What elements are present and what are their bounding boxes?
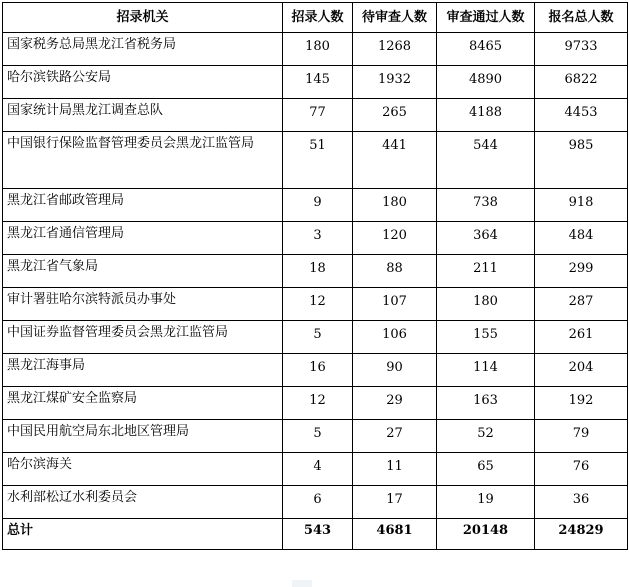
header-row (3, 3, 628, 33)
pending-count: 265 (353, 99, 437, 132)
pending-count: 90 (353, 354, 437, 387)
pending-count: 107 (353, 288, 437, 321)
recruit-count: 5 (283, 321, 353, 354)
total-count: 36 (535, 486, 628, 519)
agency-name: 黑龙江省通信管理局 (3, 222, 283, 255)
approved-count: 364 (437, 222, 535, 255)
pending-count: 1932 (353, 66, 437, 99)
recruit-count: 12 (283, 288, 353, 321)
pending-count: 120 (353, 222, 437, 255)
table-row (3, 288, 628, 321)
total-approved-count: 20148 (437, 519, 535, 550)
agency-name: 国家统计局黑龙江调查总队 (3, 99, 283, 132)
recruit-count: 5 (283, 420, 353, 453)
table-row (3, 99, 628, 132)
table-row (3, 255, 628, 288)
pending-count: 180 (353, 189, 437, 222)
table-row (3, 189, 628, 222)
table-row (3, 132, 628, 189)
pending-count: 29 (353, 387, 437, 420)
recruit-count: 9 (283, 189, 353, 222)
approved-count: 163 (437, 387, 535, 420)
total-count: 204 (535, 354, 628, 387)
table-row (3, 321, 628, 354)
approved-count: 4188 (437, 99, 535, 132)
approved-count: 738 (437, 189, 535, 222)
recruit-count: 18 (283, 255, 353, 288)
pending-count: 88 (353, 255, 437, 288)
total-count: 4453 (535, 99, 628, 132)
agency-name: 中国民用航空局东北地区管理局 (3, 420, 283, 453)
table-row (3, 387, 628, 420)
total-count: 9733 (535, 33, 628, 66)
agency-name: 哈尔滨海关 (3, 453, 283, 486)
agency-name: 中国银行保险监督管理委员会黑龙江监管局 (3, 132, 283, 189)
agency-name: 国家税务总局黑龙江省税务局 (3, 33, 283, 66)
approved-count: 4890 (437, 66, 535, 99)
faint-watermark-mark (292, 580, 312, 587)
approved-count: 180 (437, 288, 535, 321)
header-pending-review: 待审查人数 (353, 3, 437, 33)
recruit-count: 12 (283, 387, 353, 420)
registration-table (2, 2, 628, 550)
header-recruit-count: 招录人数 (283, 3, 353, 33)
agency-name: 水利部松辽水利委员会 (3, 486, 283, 519)
agency-name: 黑龙江海事局 (3, 354, 283, 387)
header-total-applicants: 报名总人数 (535, 3, 628, 33)
recruit-count: 16 (283, 354, 353, 387)
table-row (3, 420, 628, 453)
total-count: 287 (535, 288, 628, 321)
total-count: 6822 (535, 66, 628, 99)
recruit-count: 3 (283, 222, 353, 255)
approved-count: 211 (437, 255, 535, 288)
total-pending-count: 4681 (353, 519, 437, 550)
total-count: 192 (535, 387, 628, 420)
total-label: 总计 (3, 519, 283, 550)
table-row (3, 222, 628, 255)
table-row (3, 486, 628, 519)
agency-name: 审计署驻哈尔滨特派员办事处 (3, 288, 283, 321)
approved-count: 544 (437, 132, 535, 189)
recruit-count: 145 (283, 66, 353, 99)
total-count: 79 (535, 420, 628, 453)
header-agency: 招录机关 (3, 3, 283, 33)
pending-count: 11 (353, 453, 437, 486)
total-applicants-count: 24829 (535, 519, 628, 550)
table-row (3, 354, 628, 387)
total-row (3, 519, 628, 550)
agency-name: 黑龙江煤矿安全监察局 (3, 387, 283, 420)
table-row (3, 453, 628, 486)
total-recruit-count: 543 (283, 519, 353, 550)
total-count: 985 (535, 132, 628, 189)
approved-count: 52 (437, 420, 535, 453)
agency-name: 中国证券监督管理委员会黑龙江监管局 (3, 321, 283, 354)
approved-count: 114 (437, 354, 535, 387)
recruit-count: 51 (283, 132, 353, 189)
recruit-count: 180 (283, 33, 353, 66)
agency-name: 黑龙江省气象局 (3, 255, 283, 288)
pending-count: 27 (353, 420, 437, 453)
approved-count: 155 (437, 321, 535, 354)
header-approved: 审查通过人数 (437, 3, 535, 33)
total-count: 299 (535, 255, 628, 288)
total-count: 484 (535, 222, 628, 255)
recruit-count: 4 (283, 453, 353, 486)
pending-count: 1268 (353, 33, 437, 66)
pending-count: 441 (353, 132, 437, 189)
recruit-count: 6 (283, 486, 353, 519)
total-count: 261 (535, 321, 628, 354)
approved-count: 8465 (437, 33, 535, 66)
table-row (3, 66, 628, 99)
pending-count: 17 (353, 486, 437, 519)
recruit-count: 77 (283, 99, 353, 132)
total-count: 918 (535, 189, 628, 222)
table-row (3, 33, 628, 66)
approved-count: 19 (437, 486, 535, 519)
pending-count: 106 (353, 321, 437, 354)
agency-name: 黑龙江省邮政管理局 (3, 189, 283, 222)
total-count: 76 (535, 453, 628, 486)
agency-name: 哈尔滨铁路公安局 (3, 66, 283, 99)
approved-count: 65 (437, 453, 535, 486)
